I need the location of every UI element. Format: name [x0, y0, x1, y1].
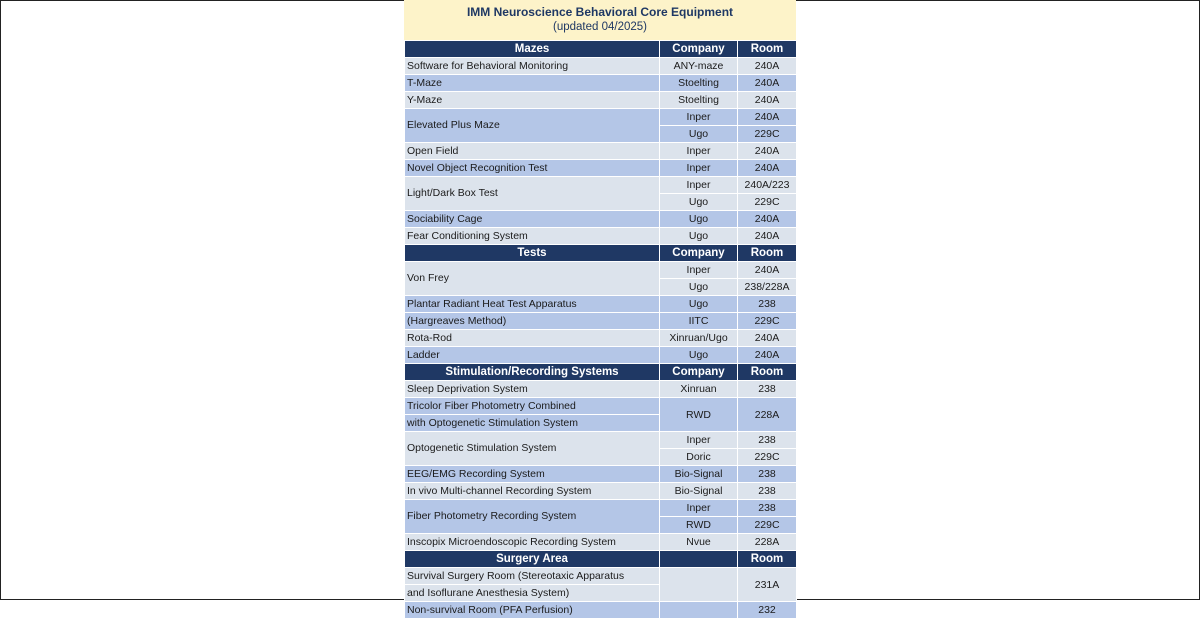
equipment-name	[405, 211, 660, 228]
company-name: ANY-maze	[673, 60, 724, 72]
room-number: 232	[758, 604, 776, 616]
equipment-name-line: and Isoflurane Anesthesia System)	[405, 584, 659, 601]
equipment-name	[405, 177, 660, 211]
company-column-header: Company	[660, 245, 738, 262]
equipment-row	[405, 75, 797, 92]
equipment-name-text: Fear Conditioning System	[407, 229, 528, 242]
company-name: Stoelting	[678, 77, 719, 89]
section-title: Surgery Area	[405, 551, 660, 568]
equipment-row	[405, 432, 797, 466]
room-cell	[738, 262, 797, 296]
company-name: Ugo	[660, 278, 737, 295]
equipment-row	[405, 347, 797, 364]
section-title: Mazes	[405, 41, 660, 58]
company-cell	[660, 398, 738, 432]
company-name: Inper	[686, 264, 711, 276]
room-number: 240A	[754, 230, 780, 242]
equipment-name-text: Non-survival Room (PFA Perfusion)	[407, 603, 573, 616]
equipment-name-text: In vivo Multi-channel Recording System	[407, 484, 592, 497]
equipment-row	[405, 296, 797, 330]
section-header-row	[405, 364, 797, 381]
equipment-name	[405, 58, 660, 75]
equipment-row	[405, 330, 797, 347]
section-title: Stimulation/Recording Systems	[405, 364, 660, 381]
company-name: Nvue	[686, 536, 711, 548]
equipment-name-text: Novel Object Recognition Test	[407, 161, 548, 174]
room-cell	[738, 109, 797, 143]
company-name: Inper	[686, 145, 711, 157]
document-title: IMM Neuroscience Behavioral Core Equipment	[466, 5, 734, 19]
company-cell	[660, 296, 738, 330]
room-number: 240A/223	[744, 179, 790, 191]
company-name: Ugo	[688, 298, 709, 310]
company-name: RWD	[686, 408, 711, 421]
company-name: Ugo	[688, 213, 709, 225]
company-name: Bio-Signal	[674, 468, 723, 480]
room-cell	[738, 568, 797, 602]
equipment-name-text: Elevated Plus Maze	[407, 119, 500, 131]
equipment-name	[405, 398, 660, 432]
room-column-header: Room	[738, 551, 797, 568]
equipment-name	[405, 160, 660, 177]
room-cell	[738, 143, 797, 160]
room-cell	[738, 466, 797, 483]
room-cell	[738, 58, 797, 75]
equipment-name-line: Plantar Radiant Heat Test Apparatus	[407, 298, 577, 310]
room-cell	[738, 432, 797, 466]
room-cell	[738, 228, 797, 245]
room-number: 240A	[754, 162, 780, 174]
company-cell	[660, 58, 738, 75]
room-number: 240A	[754, 60, 780, 72]
room-number: 229C	[738, 125, 796, 142]
room-number: 238	[758, 485, 776, 497]
room-cell	[738, 534, 797, 551]
company-cell	[660, 211, 738, 228]
equipment-name	[405, 347, 660, 364]
room-cell	[738, 347, 797, 364]
company-cell	[660, 500, 738, 534]
equipment-row	[405, 177, 797, 211]
company-cell	[660, 228, 738, 245]
equipment-name-text: Light/Dark Box Test	[407, 187, 498, 199]
room-column-header: Room	[738, 245, 797, 262]
equipment-name	[405, 432, 660, 466]
equipment-name	[405, 568, 660, 602]
room-number: 240A	[754, 264, 780, 276]
company-column-header: Company	[660, 364, 738, 381]
equipment-name	[405, 483, 660, 500]
room-cell	[738, 75, 797, 92]
company-name: Doric	[660, 448, 737, 465]
title-block	[404, 0, 796, 40]
equipment-row	[405, 228, 797, 245]
room-number: 240A	[754, 111, 780, 123]
company-name: Stoelting	[678, 94, 719, 106]
company-column-header: Company	[660, 41, 738, 58]
equipment-row	[405, 109, 797, 143]
company-name: IITC	[660, 312, 737, 329]
company-name: Ugo	[660, 193, 737, 210]
room-cell	[738, 483, 797, 500]
equipment-name-text: Y-Maze	[407, 93, 443, 106]
equipment-name	[405, 92, 660, 109]
company-cell	[660, 466, 738, 483]
room-number: 240A	[754, 77, 780, 89]
room-cell	[738, 160, 797, 177]
equipment-name	[405, 228, 660, 245]
equipment-name-text: Ladder	[407, 348, 440, 361]
room-column-header: Room	[738, 364, 797, 381]
company-cell	[660, 92, 738, 109]
company-cell	[660, 160, 738, 177]
equipment-row	[405, 262, 797, 296]
equipment-name-text: EEG/EMG Recording System	[407, 467, 545, 480]
equipment-row	[405, 211, 797, 228]
room-number: 231A	[754, 578, 780, 591]
company-name: Bio-Signal	[674, 485, 723, 497]
room-cell	[738, 177, 797, 211]
equipment-row	[405, 58, 797, 75]
equipment-row	[405, 143, 797, 160]
room-cell	[738, 92, 797, 109]
room-cell	[738, 398, 797, 432]
room-column-header: Room	[738, 41, 797, 58]
company-cell	[660, 602, 738, 619]
company-cell	[660, 109, 738, 143]
section-header-row	[405, 551, 797, 568]
equipment-row	[405, 568, 797, 602]
company-cell	[660, 347, 738, 364]
company-cell	[660, 143, 738, 160]
company-column-header	[660, 551, 738, 568]
equipment-name-text: Von Frey	[407, 272, 450, 284]
equipment-name-text: Fiber Photometry Recording System	[407, 510, 577, 522]
equipment-row	[405, 602, 797, 619]
room-cell	[738, 500, 797, 534]
company-name: RWD	[660, 516, 737, 533]
equipment-name-line: Tricolor Fiber Photometry Combined	[407, 400, 576, 412]
section-header-row	[405, 245, 797, 262]
equipment-name	[405, 381, 660, 398]
equipment-name	[405, 143, 660, 160]
equipment-row	[405, 483, 797, 500]
equipment-name	[405, 500, 660, 534]
company-cell	[660, 483, 738, 500]
room-number: 240A	[754, 94, 780, 106]
equipment-row	[405, 534, 797, 551]
equipment-name	[405, 466, 660, 483]
room-number: 229C	[738, 448, 796, 465]
equipment-row	[405, 466, 797, 483]
equipment-row	[405, 92, 797, 109]
equipment-name	[405, 75, 660, 92]
room-number: 229C	[738, 193, 796, 210]
room-number: 240A	[754, 332, 780, 344]
room-number: 228A	[754, 408, 780, 421]
equipment-name-line: with Optogenetic Stimulation System	[405, 414, 659, 431]
room-number: 240A	[754, 145, 780, 157]
equipment-name-text: Inscopix Microendoscopic Recording System	[407, 535, 616, 548]
company-cell	[660, 534, 738, 551]
company-cell	[660, 432, 738, 466]
equipment-row	[405, 160, 797, 177]
equipment-name-text: Software for Behavioral Monitoring	[407, 59, 569, 72]
company-name: Xinruan	[680, 383, 717, 395]
company-name: Inper	[686, 162, 711, 174]
document-subtitle: (updated 04/2025)	[553, 21, 647, 33]
room-cell	[738, 296, 797, 330]
equipment-name	[405, 109, 660, 143]
company-cell	[660, 568, 738, 602]
equipment-name	[405, 330, 660, 347]
room-cell	[738, 330, 797, 347]
section-header-row	[405, 41, 797, 58]
room-number: 240A	[754, 213, 780, 225]
equipment-name	[405, 262, 660, 296]
equipment-name-line: (Hargreaves Method)	[405, 312, 659, 329]
company-name: Inper	[686, 434, 711, 446]
equipment-name-text: Open Field	[407, 144, 459, 157]
company-name: Inper	[686, 179, 711, 191]
room-number: 238	[758, 502, 776, 514]
equipment-document	[404, 0, 796, 616]
room-cell	[738, 381, 797, 398]
equipment-name-text: Rota-Rod	[407, 331, 452, 344]
company-cell	[660, 381, 738, 398]
room-number: 238	[758, 298, 776, 310]
company-name: Ugo	[688, 349, 709, 361]
equipment-name	[405, 602, 660, 619]
company-name: Xinruan/Ugo	[669, 332, 728, 344]
company-name: Inper	[686, 111, 711, 123]
section-title: Tests	[405, 245, 660, 262]
equipment-row	[405, 398, 797, 432]
equipment-name-text: T-Maze	[407, 76, 443, 89]
company-name: Inper	[686, 502, 711, 514]
room-number: 240A	[754, 349, 780, 361]
room-number: 238	[758, 434, 776, 446]
equipment-table	[404, 40, 797, 619]
equipment-name	[405, 296, 660, 330]
room-number: 228A	[754, 536, 780, 548]
room-cell	[738, 211, 797, 228]
company-cell	[660, 262, 738, 296]
room-number: 238/228A	[738, 278, 796, 295]
equipment-name-text: Sleep Deprivation System	[407, 382, 528, 395]
equipment-row	[405, 500, 797, 534]
company-name: Ugo	[688, 230, 709, 242]
company-cell	[660, 177, 738, 211]
equipment-name-text: Optogenetic Stimulation System	[407, 442, 557, 454]
equipment-name-line: Survival Surgery Room (Stereotaxic Apparatus	[407, 570, 625, 582]
equipment-row	[405, 381, 797, 398]
company-cell	[660, 330, 738, 347]
equipment-name	[405, 534, 660, 551]
room-number: 238	[758, 468, 776, 480]
company-name: Ugo	[660, 125, 737, 142]
room-cell	[738, 602, 797, 619]
room-number: 229C	[738, 516, 796, 533]
equipment-name-text: Sociability Cage	[407, 212, 483, 225]
room-number: 229C	[738, 312, 796, 329]
room-number: 238	[758, 383, 776, 395]
company-cell	[660, 75, 738, 92]
